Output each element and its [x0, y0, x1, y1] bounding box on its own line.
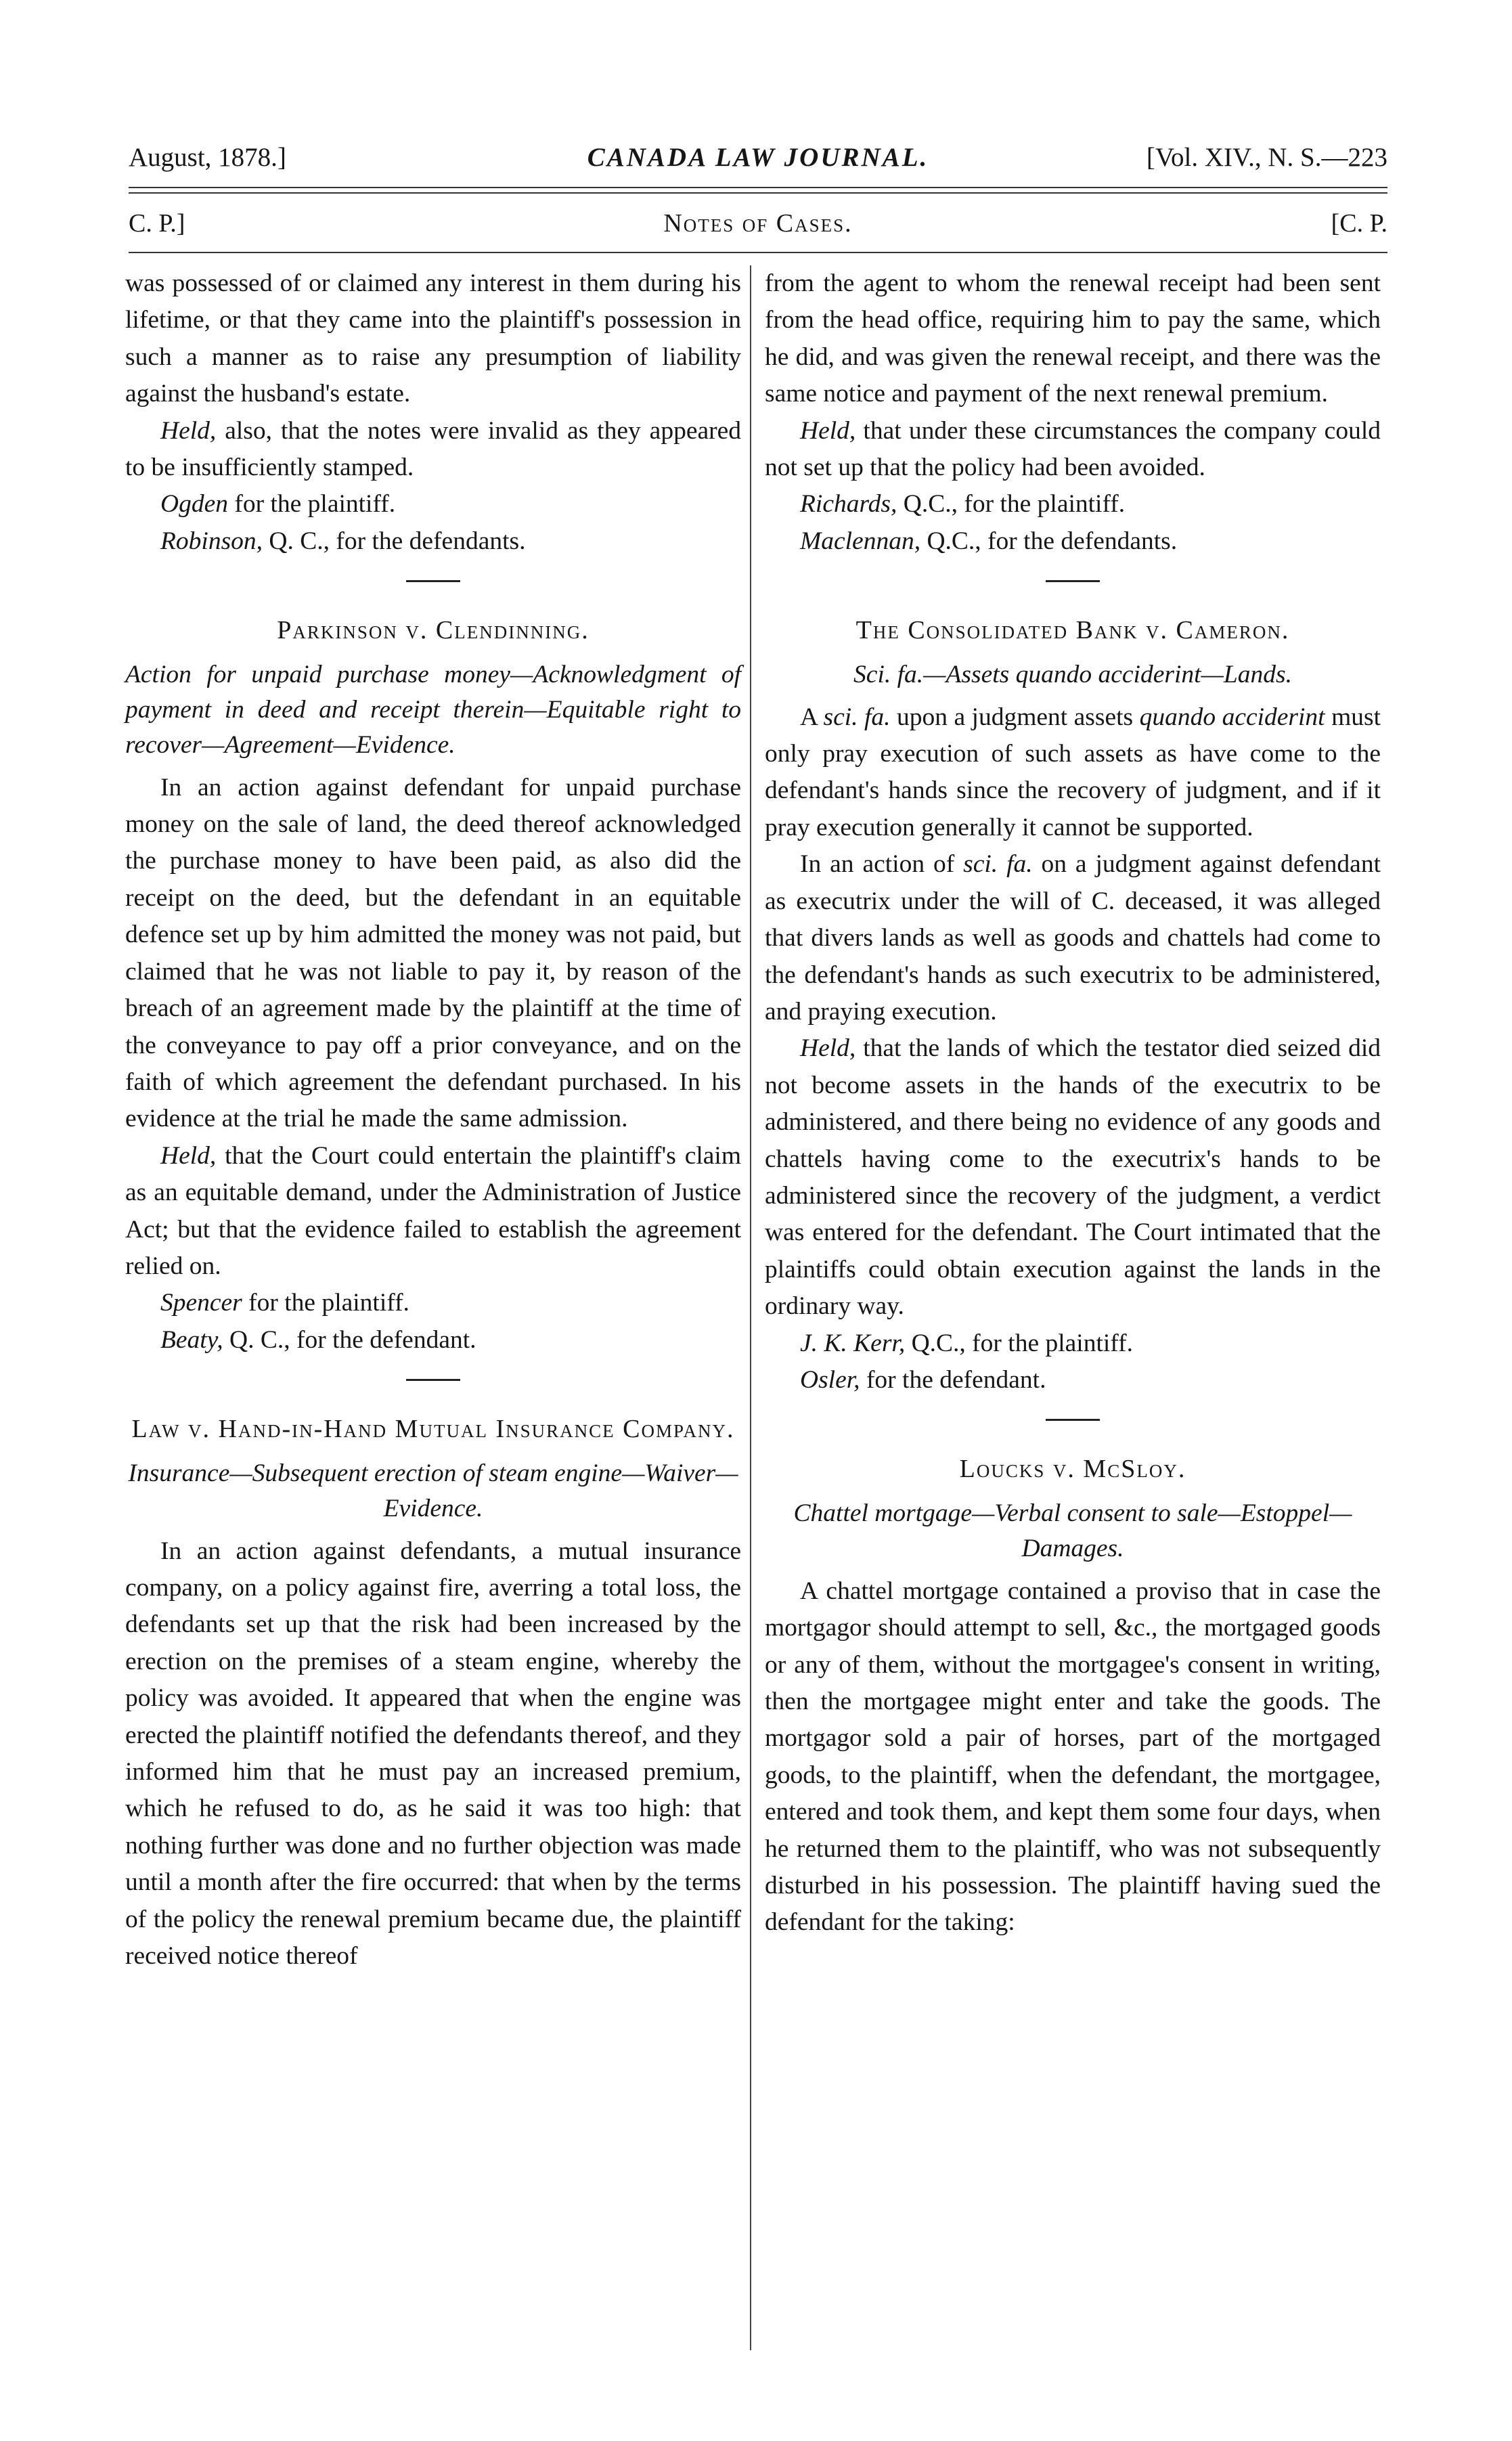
counsel-role: Q.C., for the plaintiff. — [905, 1329, 1133, 1357]
counsel-line — [125, 1285, 741, 1321]
right-column — [765, 265, 1381, 1941]
italic-term: sci. fa. — [963, 850, 1033, 879]
held-text: that the Court could entertain the plaintiff's claim as an equitable demand, under the Administration of Justice Act; but that the evidence failed to establish the agreement relied on. — [125, 1141, 741, 1280]
section-title: Notes of Cases. — [663, 209, 853, 238]
case-separator — [406, 1379, 460, 1381]
court-right: [C. P. — [1331, 209, 1387, 238]
counsel-role: for the plaintiff. — [242, 1289, 409, 1317]
counsel-name: J. K. Kerr, — [800, 1329, 906, 1357]
held-paragraph — [765, 1030, 1381, 1325]
header-rule-bottom — [129, 192, 1387, 194]
counsel-role: Q. C., for the defendants. — [263, 527, 526, 555]
counsel-line — [765, 486, 1381, 523]
counsel-line — [765, 523, 1381, 560]
counsel-name: Robinson, — [160, 527, 263, 555]
counsel-name: Spencer — [160, 1289, 242, 1317]
left-column — [125, 265, 741, 1975]
held-text: also, that the notes were invalid as they appeared to be insufficiently stamped. — [125, 416, 741, 482]
case-title: Parkinson v. Clendinning. — [277, 616, 590, 645]
case-title: Loucks v. McSloy. — [959, 1455, 1186, 1484]
journal-title: CANADA LAW JOURNAL. — [587, 143, 929, 172]
held-label: Held, — [800, 1034, 856, 1063]
counsel-name: Beaty, — [160, 1325, 223, 1354]
case-title: The Consolidated Bank v. Cameron. — [855, 616, 1290, 645]
held-label: Held, — [160, 416, 217, 445]
running-header — [129, 135, 1387, 183]
counsel-role: Q.C., for the defendants. — [920, 527, 1178, 555]
case-paragraph: In an action against defendants, a mutual insurance company, on a policy against fire, averring a total loss, the defendants set up that the risk had been increased by the erection on the premises of a steam engine, whereby the policy was avoided. It appeared that when the engine was erected the plaintiff notified the defendants thereof, and they informed him that he must pay an increased premium, which he refused to do, as he said it was too high: that nothing further was done and no further objection was made until a month after the fire occurred: that when by the terms of the policy the renewal premium became due, the plaintiff received notice thereof — [125, 1537, 741, 1971]
case-keywords — [125, 657, 741, 763]
text-run: In an action of — [800, 850, 964, 879]
paragraph: was possessed of or claimed any interest in them during his lifetime, or that they came into the plaintiff's possession in such a manner as to raise any presumption of liability against the husband's estate. — [125, 269, 741, 408]
counsel-role: for the plaintiff. — [227, 490, 396, 519]
header-rule-top — [129, 187, 1387, 188]
header-date: August, 1878.] — [129, 143, 286, 172]
case-paragraph — [765, 846, 1381, 1030]
case-keywords — [765, 1496, 1381, 1566]
paragraph: from the agent to whom the renewal receipt had been sent from the head office, requiring him to pay the same, which he did, and was given the renewal receipt, and there was the same notice and payment of the next renewal premium. — [765, 269, 1381, 408]
counsel-line — [765, 1362, 1381, 1399]
case-paragraph: A chattel mortgage contained a proviso that in case the mortgagor should attempt to sell, &c., the mortgaged goods or any of them, without the mortgagee's consent in writing, then the mortgagee might enter and take the goods. The mortgagor sold a pair of horses, part of the mortgaged goods, to the plaintiff, when the defendant, the mortgagee, entered and took them, and kept them some four days, when he returned them to the plaintiff, who was not subsequently disturbed in his possession. The plaintiff having sued the defendant for the taking: — [765, 1577, 1381, 1937]
held-text: that under these circumstances the company could not set up that the policy had been avoided. — [765, 416, 1381, 482]
case-separator — [1046, 580, 1100, 582]
counsel-role: Q. C., for the defendant. — [223, 1325, 476, 1354]
counsel-line — [125, 486, 741, 523]
section-rule — [129, 252, 1387, 253]
text-run: on a judgment against defendant as executrix under the will of C. deceased, it was alleged that divers lands as well as goods and chattels had come to the defendant's hands as such executrix to be administered, and praying execution. — [765, 850, 1381, 1026]
counsel-name: Maclennan, — [800, 527, 921, 555]
counsel-role: for the defendant. — [860, 1365, 1046, 1394]
held-paragraph — [765, 413, 1381, 487]
held-text: that the lands of which the testator died seized did not become assets in the hands of the executrix to be administered, and there being no evidence of any goods and chattels having come to the executrix's hands to be administered since the recovery of the judgment, a verdict was entered for the defendant. The Court intimated that the plaintiffs could obtain execution against the lands in the ordinary way. — [765, 1034, 1381, 1321]
case-separator — [1046, 1419, 1100, 1421]
keywords-text: Action for unpaid purchase money—Acknowledgment of payment in deed and receipt therein—Equitable right to recover—Agreement—Evidence. — [125, 660, 741, 759]
counsel-name: Osler, — [800, 1365, 860, 1394]
held-paragraph — [125, 1138, 741, 1285]
italic-term: quando acciderint — [1139, 703, 1325, 731]
case-paragraph — [765, 699, 1381, 847]
counsel-line — [125, 1322, 741, 1359]
counsel-line — [765, 1325, 1381, 1362]
keywords-text: Sci. fa.—Assets quando acciderint—Lands. — [853, 660, 1292, 688]
held-label: Held, — [160, 1141, 217, 1170]
case-separator — [406, 580, 460, 582]
keywords-text: Chattel mortgage—Verbal consent to sale—Estoppel—Damages. — [793, 1499, 1352, 1562]
court-left: C. P.] — [129, 209, 185, 238]
counsel-name: Ogden — [160, 490, 228, 519]
counsel-name: Richards, — [800, 490, 897, 519]
volume-page: [Vol. XIV., N. S.—223 — [1146, 143, 1387, 172]
italic-term: sci. fa. — [823, 703, 891, 731]
keywords-text: Insurance—Subsequent erection of steam engine—Waiver—Evidence. — [128, 1459, 738, 1522]
counsel-line — [125, 523, 741, 560]
case-keywords — [765, 657, 1381, 692]
case-paragraph: In an action against defendant for unpaid purchase money on the sale of land, the deed thereof acknowledged the purchase money to have been paid, as also did the receipt on the deed, but the defendant in an equitable defence set up by him admitted the money was not paid, but claimed that he was not liable to pay it, by reason of the breach of an agreement made by the plaintiff at the time of the conveyance to pay off a prior conveyance, and on the faith of which agreement the defendant purchased. In his evidence at the trial he made the same admission. — [125, 773, 741, 1133]
held-paragraph — [125, 413, 741, 487]
case-keywords — [125, 1456, 741, 1526]
text-run: upon a judgment assets — [890, 703, 1140, 731]
case-title: Law v. Hand-in-Hand Mutual Insurance Company. — [131, 1415, 735, 1444]
column-divider — [750, 265, 751, 2350]
section-header — [129, 203, 1387, 244]
text-run: must only pray execution of such assets as have come to the defendant's hands since the recovery of judgment, and if it pray execution generally it cannot be supported. — [765, 703, 1381, 841]
text-run: A — [800, 703, 824, 731]
counsel-role: Q.C., for the plaintiff. — [897, 490, 1126, 519]
held-label: Held, — [800, 416, 856, 445]
